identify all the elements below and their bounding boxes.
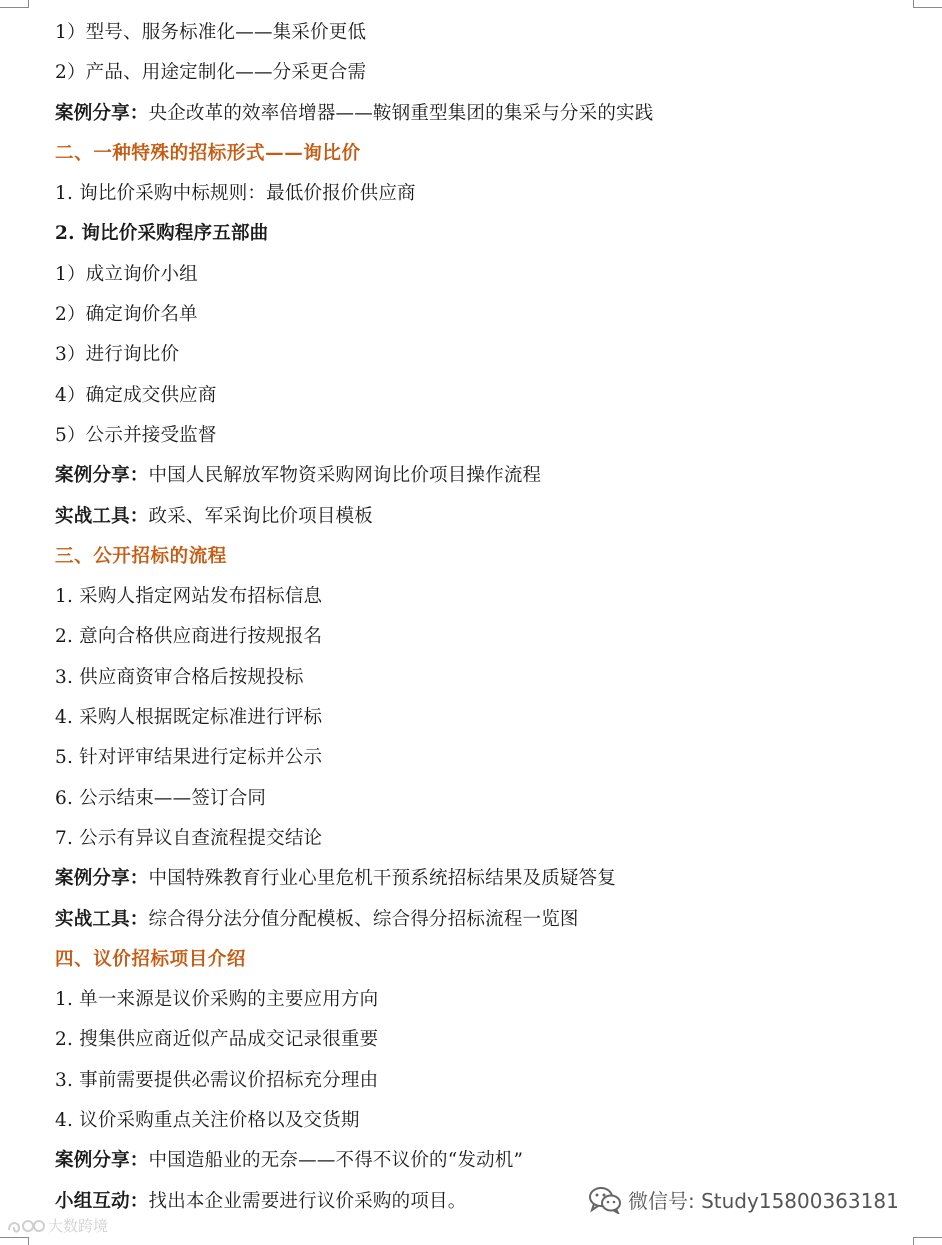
line-text: 找出本企业需要进行议价采购的项目。 — [148, 1190, 467, 1212]
labeled-line — [55, 98, 915, 138]
crop-mark-bottom-right — [913, 1237, 942, 1245]
wechat-icon — [588, 1186, 622, 1214]
line-label: 案例分享： — [55, 868, 149, 890]
list-item: 2）产品、用途定制化——分采更合需 — [55, 62, 367, 84]
list-item: 3）进行询比价 — [55, 344, 180, 366]
corner-logo-text: 大数跨境 — [48, 1217, 109, 1235]
line-label: 案例分享： — [55, 465, 149, 487]
line-label: 小组互动： — [55, 1190, 149, 1212]
line-text: 央企改革的效率倍增器——鞍钢重型集团的集采与分采的实践 — [148, 102, 654, 124]
list-item: 1. 单一来源是议价采购的主要应用方向 — [55, 989, 379, 1011]
section-heading: 三、公开招标的流程 — [55, 545, 227, 567]
corner-logo — [6, 1215, 108, 1236]
labeled-line — [55, 501, 915, 541]
labeled-line — [55, 460, 915, 500]
line-label: 实战工具： — [55, 908, 149, 930]
list-item: 4）确定成交供应商 — [55, 384, 217, 406]
labeled-line — [55, 904, 915, 944]
line-text: 中国人民解放军物资采购网询比价项目操作流程 — [148, 465, 542, 487]
watermark-text: 微信号: Study15800363181 — [628, 1189, 899, 1213]
list-item: 7. 公示有异议自查流程提交结论 — [55, 827, 323, 849]
crop-mark-top-left — [0, 0, 29, 8]
list-item: 6. 公示结束——签订合同 — [55, 787, 267, 809]
list-item: 1. 采购人指定网站发布招标信息 — [55, 586, 323, 608]
line-label: 实战工具： — [55, 505, 149, 527]
list-item: 1）型号、服务标准化——集采价更低 — [55, 22, 367, 43]
list-item: 5. 针对评审结果进行定标并公示 — [55, 747, 323, 769]
line-text: 中国造船业的无奈——不得不议价的“发动机” — [148, 1150, 524, 1172]
crop-mark-top-right — [913, 0, 942, 8]
list-item: 2. 意向合格供应商进行按规报名 — [55, 626, 323, 648]
list-item: 5）公示并接受监督 — [55, 424, 217, 446]
list-item: 3. 供应商资审合格后按规投标 — [55, 666, 304, 688]
list-item: 1. 询比价采购中标规则：最低价报价供应商 — [55, 183, 416, 205]
wechat-watermark — [588, 1185, 899, 1214]
line-text: 中国特殊教育行业心里危机干预系统招标结果及质疑答复 — [148, 868, 617, 890]
document-body — [55, 17, 915, 1226]
line-label: 案例分享： — [55, 1150, 149, 1172]
section-heading: 四、议价招标项目介绍 — [55, 948, 247, 970]
list-item: 2. 搜集供应商近似产品成交记录很重要 — [55, 1029, 379, 1051]
line-label: 案例分享： — [55, 102, 149, 124]
logo-mark — [6, 1216, 46, 1236]
labeled-line — [55, 1145, 915, 1185]
line-text: 政采、军采询比价项目模板 — [148, 505, 373, 527]
section-heading: 二、一种特殊的招标形式——询比价 — [55, 142, 361, 164]
list-item: 2）确定询价名单 — [55, 304, 198, 326]
list-item: 4. 采购人根据既定标准进行评标 — [55, 707, 323, 729]
list-item: 4. 议价采购重点关注价格以及交货期 — [55, 1110, 360, 1132]
subheading-line: 2. 询比价采购程序五部曲 — [55, 223, 269, 245]
list-item: 1）成立询价小组 — [55, 263, 198, 285]
labeled-line — [55, 863, 915, 903]
crop-mark-bottom-left — [0, 1237, 29, 1245]
line-text: 综合得分法分值分配模板、综合得分招标流程一览图 — [148, 908, 579, 930]
list-item: 3. 事前需要提供必需议价招标充分理由 — [55, 1069, 379, 1091]
